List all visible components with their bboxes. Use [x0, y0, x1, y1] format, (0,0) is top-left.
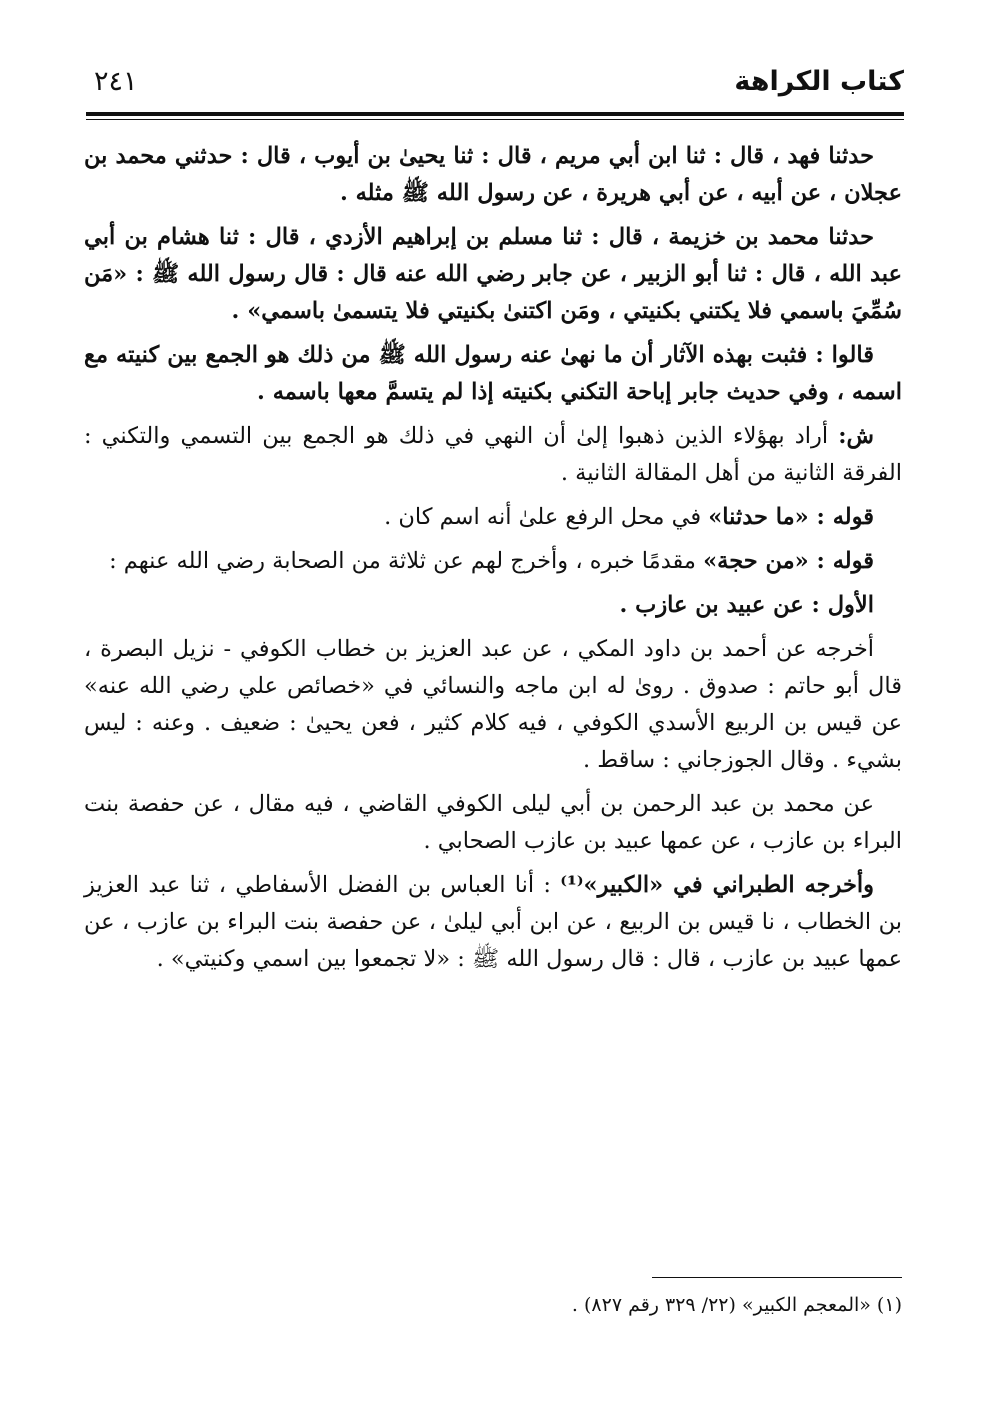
page-header [86, 62, 904, 108]
section-heading [84, 587, 902, 624]
paragraph-4: ش: أراد بهؤلاء الذين ذهبوا إلىٰ أن النهي في ذلك هو الجمع بين التسمي والتكني : الفرقة الثانية من أهل المقالة الثانية . [84, 423, 902, 486]
paragraph-10: وأخرجه الطبراني في «الكبير»⁽¹⁾ : أنا العباس بن الفضل الأسفاطي ، ثنا عبد العزيز بن الخطاب ، نا قيس بن الربيع ، عن ابن أبي ليلىٰ ، عن حفصة بنت البراء بن عازب ، عن عمها عبيد بن عازب ، قال : قال رسول الله ﷺ : «لا تجمعوا بين اسمي وكنيتي» . [84, 872, 902, 972]
header-rule-thin [86, 119, 904, 120]
footnote: (١) «المعجم الكبير» (٢٢/ ٣٢٩ رقم ٨٢٧) . [571, 1294, 902, 1316]
page-number: ٢٤١ [94, 66, 138, 97]
paragraph-9: عن محمد بن عبد الرحمن بن أبي ليلى الكوفي القاضي ، فيه مقال ، عن حفصة بنت البراء بن عازب ، عن عمها عبيد بن عازب الصحابي . [84, 791, 902, 854]
footnote-divider [652, 1277, 902, 1278]
paragraph-6: قوله : «من حجة» مقدمًا خبره ، وأخرج لهم عن ثلاثة من الصحابة رضي الله عنهم : [109, 548, 874, 574]
paragraph-2: حدثنا محمد بن خزيمة ، قال : ثنا مسلم بن إبراهيم الأزدي ، قال : ثنا هشام بن أبي عبد الله ، قال : ثنا أبو الزبير ، عن جابر رضي الله عنه قال : قال رسول الله ﷺ : «مَن سُمِّيَ باسمي فلا يكتني بكنيتي ، ومَن اكتنىٰ بكنيتي فلا يتسمىٰ باسمي» . [84, 224, 902, 324]
paragraph-lead: قوله : «ما حدثنا» [708, 504, 874, 530]
header-rule-thick [86, 112, 904, 116]
paragraph-3: قالوا : فثبت بهذه الآثار أن ما نهىٰ عنه رسول الله ﷺ من ذلك هو الجمع بين كنيته مع اسمه ، وفي حديث جابر إباحة التكني بكنيته إذا لم يتسمَّ معها باسمه . [84, 342, 902, 405]
paragraph-lead: ش: [838, 423, 874, 449]
paragraph-lead: قوله : «من حجة» [703, 548, 874, 574]
main-text [84, 138, 902, 985]
paragraph-1: حدثنا فهد ، قال : ثنا ابن أبي مريم ، قال : ثنا يحيىٰ بن أيوب ، قال : حدثني محمد بن عجلان ، عن أبيه ، عن أبي هريرة ، عن رسول الله ﷺ مثله . [84, 143, 902, 206]
paragraph-lead: الأول : عن عبيد بن عازب . [619, 592, 874, 618]
paragraph-8: أخرجه عن أحمد بن داود المكي ، عن عبد العزيز بن خطاب الكوفي - نزيل البصرة ، قال أبو حاتم : صدوق . روىٰ له ابن ماجه والنسائي في «خصائص علي رضي الله عنه» عن قيس بن الربيع الأسدي الكوفي ، فيه كلام كثير ، فعن يحيىٰ : ضعيف . وعنه : ليس بشيء . وقال الجوزجاني : ساقط . [84, 636, 902, 773]
paragraph-lead: وأخرجه الطبراني في «الكبير»⁽¹⁾ [560, 872, 874, 898]
paragraph-5: قوله : «ما حدثنا» في محل الرفع علىٰ أنه اسم كان . [384, 504, 874, 530]
chapter-title: كتاب الكراهة [734, 66, 904, 97]
